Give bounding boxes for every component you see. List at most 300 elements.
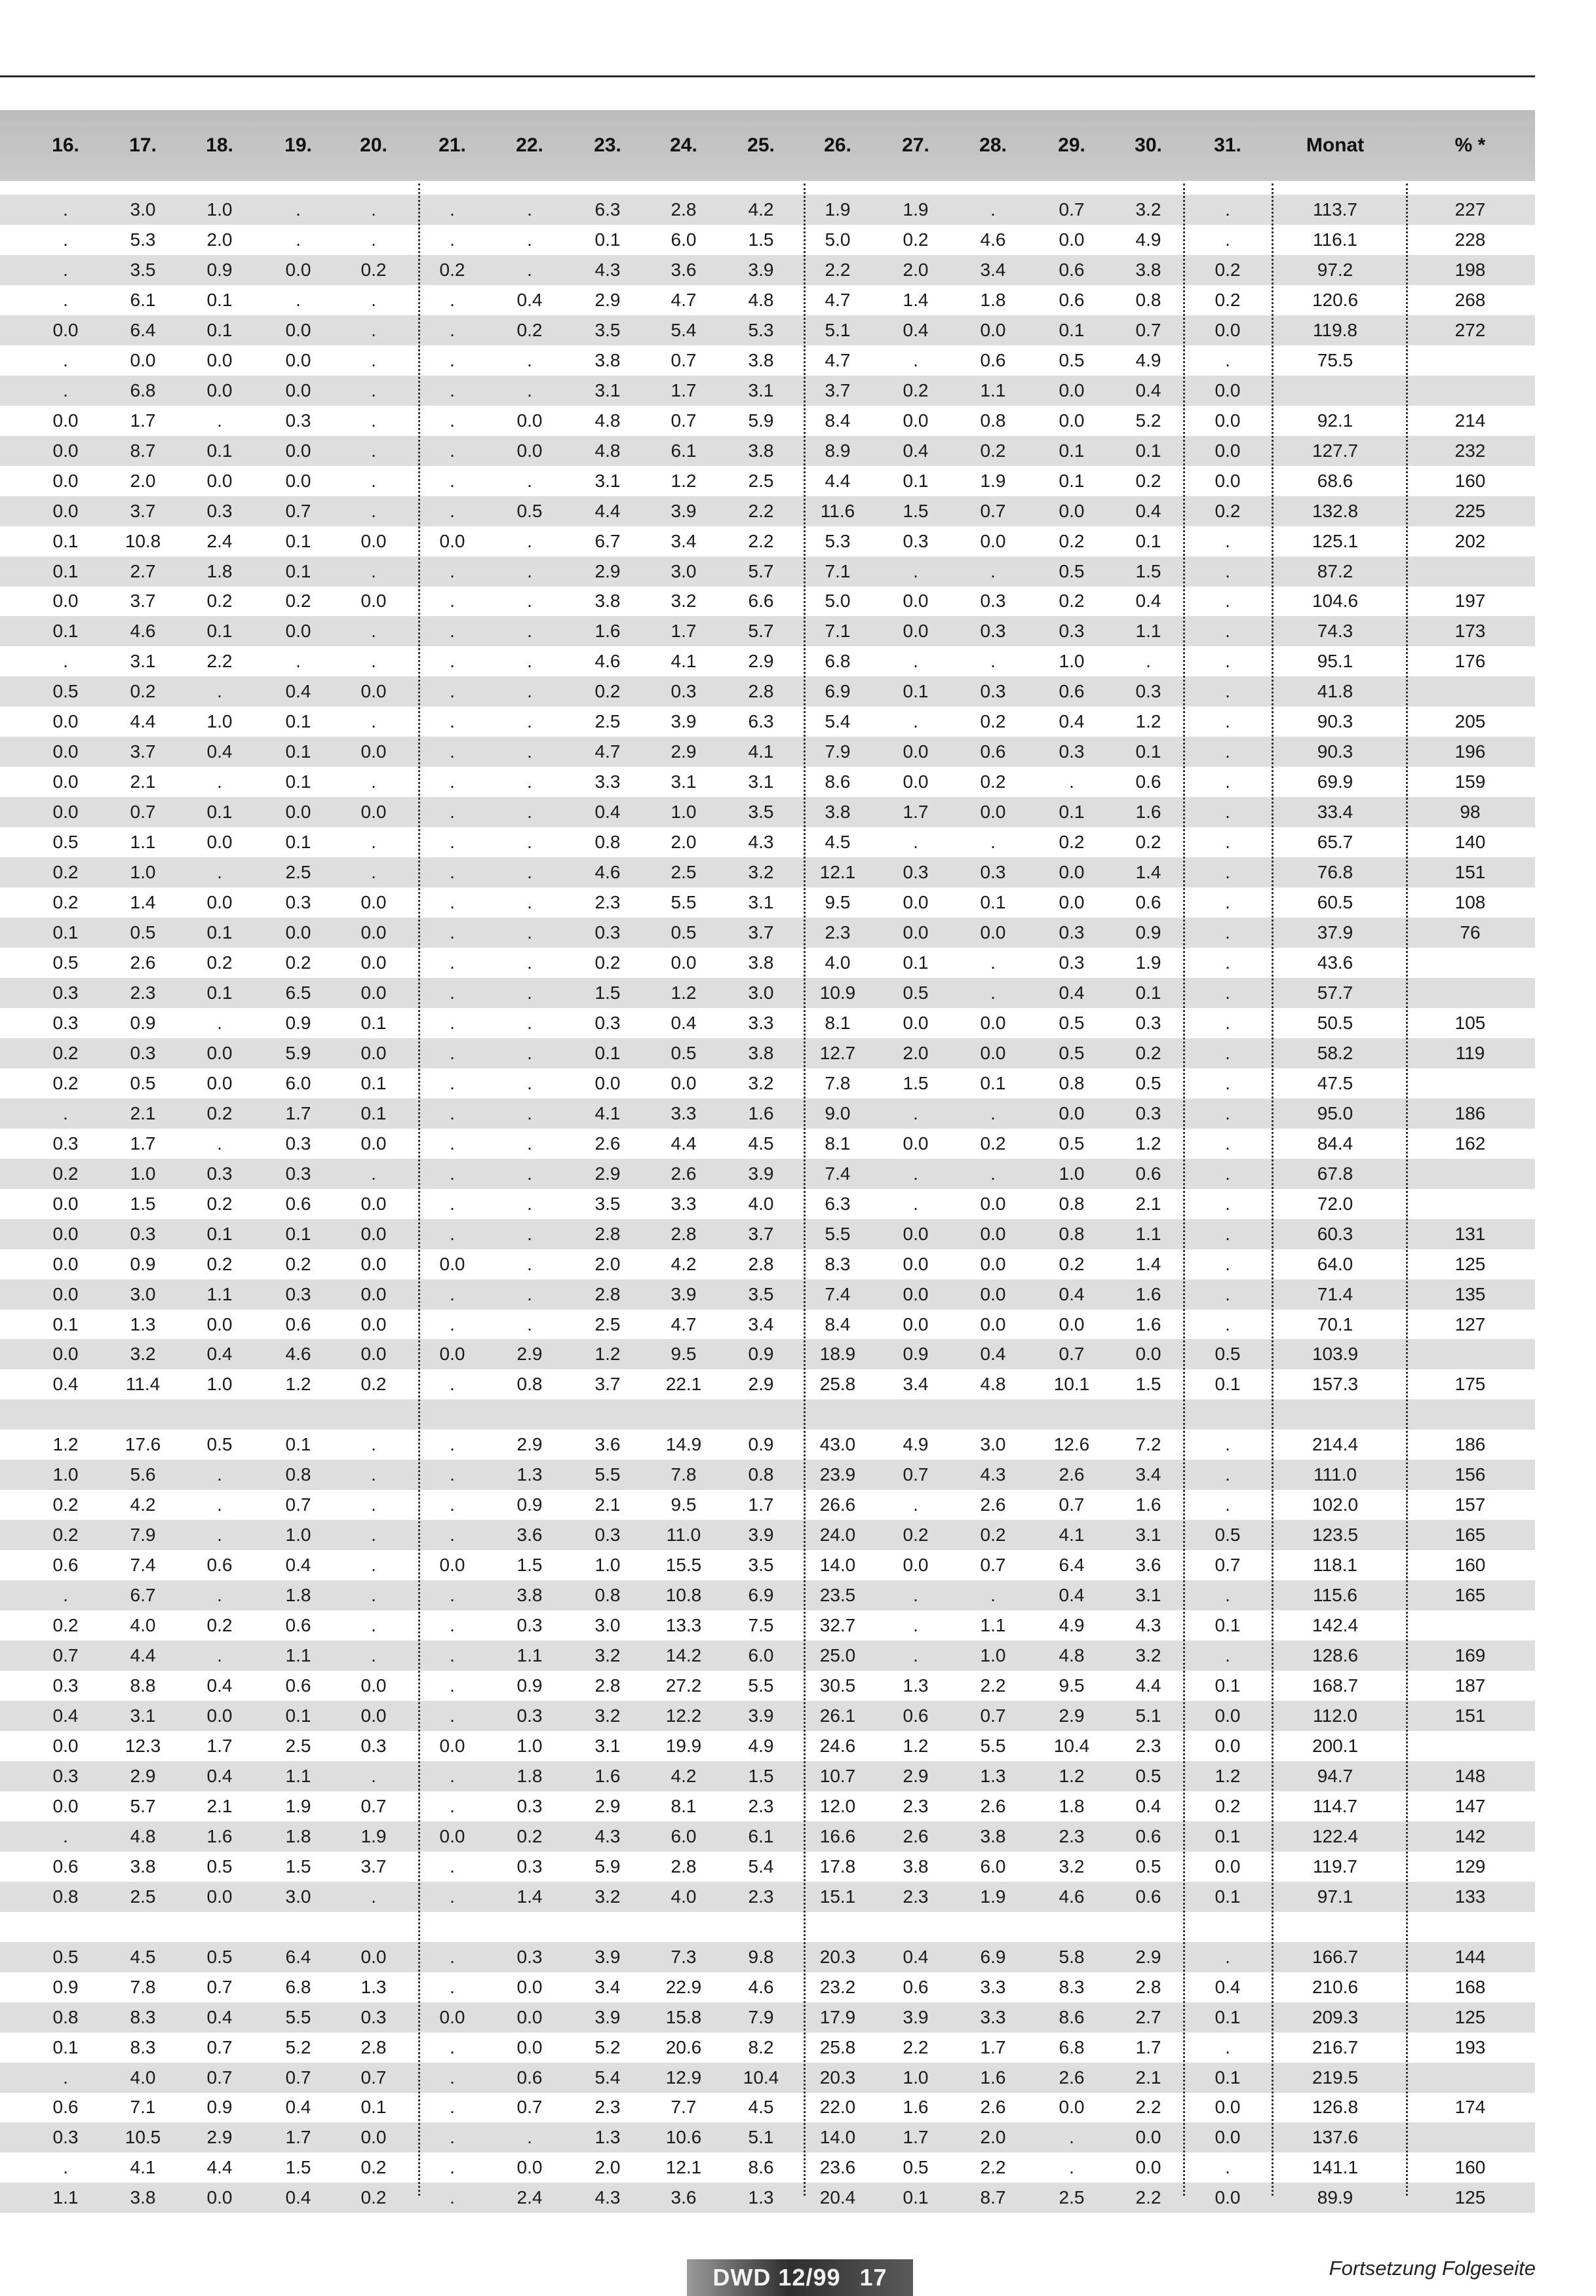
- table-cell: 0.4: [671, 1012, 697, 1033]
- table-cell: 0.2: [130, 681, 156, 702]
- table-cell: .: [450, 862, 455, 883]
- table-cell: 23.9: [819, 1464, 856, 1485]
- table-row: [0, 2002, 1535, 2033]
- table-cell: .: [527, 922, 532, 943]
- table-cell: .: [450, 1434, 455, 1455]
- table-cell: 2.0: [903, 1042, 929, 1063]
- table-cell: 0.5: [1135, 1856, 1161, 1877]
- table-cell: 89.9: [1317, 2187, 1353, 2208]
- table-cell: .: [450, 1012, 455, 1033]
- table-cell: .: [371, 1525, 376, 1546]
- table-cell: 176: [1454, 651, 1486, 672]
- table-cell: 17.8: [819, 1856, 856, 1877]
- table-row: [0, 1279, 1535, 1310]
- table-cell: .: [527, 1253, 532, 1274]
- table-cell: 0.3: [130, 1223, 156, 1244]
- table-cell: 2.8: [360, 2036, 387, 2057]
- table-cell: 10.1: [1053, 1374, 1090, 1395]
- table-cell: 0.2: [980, 771, 1006, 792]
- table-cell: 0.4: [1059, 1585, 1085, 1606]
- table-cell: .: [217, 1494, 222, 1515]
- table-cell: 0.9: [903, 1344, 929, 1365]
- table-cell: 0.0: [52, 1253, 79, 1274]
- table-cell: 2.8: [594, 1223, 621, 1244]
- table-cell: 3.2: [748, 1072, 774, 1093]
- table-cell: 32.7: [819, 1615, 856, 1636]
- column-divider: [418, 184, 420, 2196]
- table-cell: 4.6: [748, 1976, 774, 1997]
- table-cell: .: [1225, 2036, 1230, 2057]
- table-cell: 0.6: [516, 2067, 543, 2088]
- table-cell: 95.1: [1317, 651, 1353, 672]
- table-cell: 3.1: [130, 651, 156, 672]
- continuation-note: Fortsetzung Folgeseite: [1329, 2257, 1536, 2280]
- table-cell: 2.6: [980, 1494, 1006, 1515]
- table-cell: 147: [1454, 1795, 1486, 1816]
- table-cell: .: [527, 1283, 532, 1304]
- table-cell: 10.6: [665, 2127, 702, 2148]
- table-cell: .: [527, 681, 532, 702]
- table-cell: 3.9: [671, 1283, 697, 1304]
- table-cell: 7.4: [130, 1555, 156, 1576]
- table-cell: 4.5: [825, 832, 851, 853]
- table-cell: 1.1: [130, 832, 156, 853]
- table-cell: 1.0: [130, 1163, 156, 1184]
- table-cell: .: [1225, 741, 1230, 762]
- table-cell: 23.2: [819, 1976, 856, 1997]
- table-cell: 120.6: [1312, 289, 1359, 310]
- table-row: [0, 1219, 1535, 1249]
- table-cell: .: [1225, 591, 1230, 612]
- table-cell: .: [450, 2097, 455, 2118]
- table-cell: 1.0: [903, 2067, 929, 2088]
- table-cell: 2.2: [748, 500, 774, 521]
- table-cell: 1.2: [671, 470, 697, 491]
- table-cell: 4.8: [748, 289, 774, 310]
- column-header: 20.: [360, 134, 387, 156]
- table-cell: 10.8: [125, 530, 161, 551]
- table-cell: 8.6: [1059, 2006, 1085, 2027]
- table-cell: 0.2: [206, 1102, 233, 1123]
- table-cell: 3.4: [903, 1374, 929, 1395]
- table-cell: [29, 1399, 102, 1430]
- table-row: [0, 2183, 1535, 2213]
- table-cell: .: [450, 1163, 455, 1184]
- table-cell: 0.0: [360, 530, 387, 551]
- table-cell: [1421, 1068, 1519, 1099]
- table-cell: 1.2: [52, 1434, 79, 1455]
- table-cell: 1.8: [980, 289, 1006, 310]
- table-cell: 137.6: [1312, 2127, 1359, 2148]
- table-cell: 4.2: [671, 1765, 697, 1786]
- table-cell: 1.8: [206, 560, 233, 581]
- table-cell: 128.6: [1312, 1645, 1359, 1666]
- table-cell: 3.7: [130, 500, 156, 521]
- table-cell: 0.4: [206, 1765, 233, 1786]
- table-cell: 6.9: [825, 681, 851, 702]
- table-cell: 0.6: [1059, 289, 1085, 310]
- table-cell: 2.9: [671, 741, 697, 762]
- table-cell: .: [527, 591, 532, 612]
- table-cell: 4.0: [671, 1886, 697, 1907]
- table-cell: 1.7: [671, 621, 697, 642]
- table-cell: 0.0: [980, 1283, 1006, 1304]
- table-cell: 3.3: [671, 1193, 697, 1214]
- table-cell: 16.6: [819, 1825, 856, 1846]
- table-cell: 2.3: [594, 2097, 621, 2118]
- table-cell: 0.9: [130, 1012, 156, 1033]
- table-cell: 6.4: [285, 1946, 311, 1967]
- table-cell: 2.9: [594, 560, 621, 581]
- table-cell: [494, 1912, 566, 1942]
- table-cell: 0.9: [130, 1253, 156, 1274]
- table-cell: 3.8: [748, 1042, 774, 1063]
- table-cell: 5.3: [748, 319, 774, 340]
- table-cell: 2.7: [130, 560, 156, 581]
- table-row: [0, 1761, 1535, 1791]
- table-cell: 0.3: [285, 1283, 311, 1304]
- table-cell: .: [450, 1886, 455, 1907]
- table-cell: 60.5: [1317, 892, 1353, 913]
- table-cell: 115.6: [1313, 1585, 1357, 1606]
- table-row: [0, 797, 1535, 827]
- table-cell: 5.5: [594, 1464, 621, 1485]
- table-cell: 1.3: [903, 1675, 929, 1696]
- table-cell: 2.9: [130, 1765, 156, 1786]
- table-cell: 1.6: [594, 1765, 621, 1786]
- table-cell: 272: [1454, 319, 1486, 340]
- table-cell: 3.4: [980, 259, 1006, 280]
- table-cell: 0.3: [594, 922, 621, 943]
- table-cell: 0.2: [1215, 259, 1241, 280]
- column-header: 18.: [206, 134, 233, 156]
- table-cell: .: [1225, 1313, 1230, 1334]
- table-cell: 20.6: [665, 2036, 702, 2057]
- table-cell: 1.5: [1135, 1374, 1161, 1395]
- table-cell: 4.7: [825, 349, 851, 370]
- table-row: [0, 1580, 1535, 1610]
- table-cell: 4.1: [748, 741, 774, 762]
- table-cell: 0.1: [1215, 1675, 1241, 1696]
- table-cell: 2.6: [671, 1163, 697, 1184]
- table-cell: 0.1: [980, 1072, 1006, 1093]
- table-cell: .: [1225, 982, 1230, 1003]
- table-cell: 0.0: [903, 1223, 929, 1244]
- table-row: [0, 1310, 1535, 1340]
- table-cell: 5.5: [671, 892, 697, 913]
- table-cell: 0.0: [903, 591, 929, 612]
- table-cell: 0.0: [360, 1042, 387, 1063]
- table-cell: 1.0: [206, 199, 233, 220]
- table-cell: .: [217, 410, 222, 431]
- table-cell: .: [371, 1645, 376, 1666]
- table-cell: 2.8: [594, 1283, 621, 1304]
- table-cell: 2.5: [594, 1313, 621, 1334]
- table-cell: 98: [1460, 802, 1481, 823]
- table-cell: 0.2: [1215, 289, 1241, 310]
- table-cell: .: [63, 651, 68, 672]
- table-row: [0, 918, 1535, 948]
- table-cell: .: [527, 560, 532, 581]
- table-cell: 6.4: [1059, 1555, 1085, 1576]
- table-cell: .: [450, 771, 455, 792]
- table-cell: 0.8: [52, 2006, 79, 2027]
- table-cell: 8.3: [825, 1253, 851, 1274]
- table-row: [0, 1882, 1535, 1912]
- table-cell: 1.6: [748, 1102, 774, 1123]
- table-cell: 0.0: [360, 2127, 387, 2148]
- table-cell: 0.8: [980, 410, 1006, 431]
- table-cell: 0.7: [360, 2067, 387, 2088]
- table-cell: 0.6: [903, 1705, 929, 1726]
- table-cell: 3.8: [130, 1856, 156, 1877]
- table-cell: .: [913, 1645, 918, 1666]
- table-cell: 0.2: [52, 1494, 79, 1515]
- table-cell: 5.6: [130, 1464, 156, 1485]
- table-row: [0, 2092, 1535, 2122]
- table-cell: 8.1: [671, 1795, 697, 1816]
- table-cell: 22.9: [665, 1976, 702, 1997]
- table-cell: 169: [1454, 1645, 1486, 1666]
- table-cell: .: [63, 349, 68, 370]
- table-cell: 0.6: [52, 2097, 79, 2118]
- column-header: 27.: [902, 134, 929, 156]
- table-cell: 0.8: [285, 1464, 311, 1485]
- table-cell: 0.2: [1215, 500, 1241, 521]
- table-cell: 2.0: [980, 2127, 1006, 2148]
- table-cell: 3.1: [748, 771, 774, 792]
- table-cell: 1.1: [516, 1645, 543, 1666]
- table-cell: 0.5: [1135, 1072, 1161, 1093]
- table-cell: 0.0: [52, 711, 79, 732]
- table-cell: 3.6: [1135, 1555, 1161, 1576]
- table-cell: 0.0: [903, 1283, 929, 1304]
- table-cell: 2.9: [1135, 1946, 1161, 1967]
- table-cell: .: [527, 621, 532, 642]
- table-row: [0, 496, 1535, 526]
- table-cell: 0.0: [52, 440, 79, 461]
- table-cell: 0.0: [903, 922, 929, 943]
- table-cell: 3.9: [594, 1946, 621, 1967]
- table-cell: 0.6: [1059, 259, 1085, 280]
- table-cell: 0.1: [360, 1102, 387, 1123]
- table-cell: 4.3: [594, 259, 621, 280]
- table-cell: 0.0: [360, 1313, 387, 1334]
- table-cell: 7.8: [671, 1464, 697, 1485]
- table-cell: .: [450, 560, 455, 581]
- table-cell: 0.0: [1215, 379, 1241, 400]
- table-cell: .: [63, 289, 68, 310]
- table-cell: 0.0: [671, 1072, 697, 1093]
- table-cell: 1.4: [1135, 862, 1161, 883]
- table-cell: 0.6: [1059, 681, 1085, 702]
- table-cell: 1.0: [980, 1645, 1006, 1666]
- table-cell: 10.8: [665, 1585, 702, 1606]
- table-cell: 8.6: [825, 771, 851, 792]
- table-cell: .: [527, 1042, 532, 1063]
- table-cell: 3.9: [748, 1705, 774, 1726]
- table-cell: 1.6: [1135, 1313, 1161, 1334]
- table-cell: 0.4: [1215, 1976, 1241, 1997]
- table-cell: 0.1: [1215, 1374, 1241, 1395]
- table-cell: 0.4: [1135, 379, 1161, 400]
- table-cell: [1421, 1610, 1519, 1641]
- table-cell: 3.8: [903, 1856, 929, 1877]
- table-cell: 168.7: [1312, 1675, 1359, 1696]
- table-cell: 0.0: [1135, 2127, 1161, 2148]
- table-row: [0, 1852, 1535, 1882]
- table-cell: 2.3: [594, 892, 621, 913]
- table-cell: 0.0: [52, 741, 79, 762]
- table-cell: 3.1: [1135, 1585, 1161, 1606]
- table-cell: .: [1225, 1585, 1230, 1606]
- table-cell: 0.1: [206, 802, 233, 823]
- column-header: 17.: [129, 134, 157, 156]
- table-cell: 11.0: [666, 1525, 701, 1546]
- table-cell: 1.5: [748, 229, 774, 250]
- footer-badge: [687, 2259, 913, 2296]
- table-cell: .: [913, 560, 918, 581]
- table-cell: 0.6: [1135, 771, 1161, 792]
- table-row: [0, 586, 1535, 616]
- table-cell: 0.0: [903, 771, 929, 792]
- table-cell: 0.6: [980, 349, 1006, 370]
- column-header: 22.: [516, 134, 543, 156]
- table-cell: 12.6: [1053, 1434, 1090, 1455]
- column-divider: [804, 184, 806, 2196]
- table-cell: 0.0: [52, 319, 79, 340]
- table-cell: 4.6: [285, 1344, 311, 1365]
- table-cell: 1.9: [825, 199, 851, 220]
- table-cell: .: [371, 199, 376, 220]
- table-cell: 116.1: [1313, 229, 1357, 250]
- table-cell: .: [1225, 1494, 1230, 1515]
- table-cell: 0.2: [206, 1193, 233, 1214]
- table-cell: .: [63, 199, 68, 220]
- table-cell: 0.9: [748, 1344, 774, 1365]
- table-cell: .: [990, 832, 996, 853]
- table-cell: .: [450, 1585, 455, 1606]
- table-cell: 5.9: [748, 410, 774, 431]
- table-cell: 6.3: [748, 711, 774, 732]
- table-cell: 0.0: [360, 1675, 387, 1696]
- table-cell: .: [217, 1012, 222, 1033]
- table-cell: 10.4: [1053, 1735, 1090, 1756]
- table-cell: 2.1: [130, 1102, 156, 1123]
- table-cell: 6.7: [130, 1585, 156, 1606]
- table-cell: 0.3: [52, 982, 79, 1003]
- table-cell: .: [1225, 832, 1230, 853]
- table-cell: .: [1225, 952, 1230, 973]
- table-cell: 8.7: [130, 440, 156, 461]
- table-cell: 3.8: [748, 440, 774, 461]
- table-cell: .: [371, 319, 376, 340]
- column-header: 25.: [747, 134, 775, 156]
- table-cell: [572, 1912, 644, 1942]
- table-cell: 2.8: [671, 1856, 697, 1877]
- table-cell: 0.3: [980, 621, 1006, 642]
- table-cell: .: [1225, 1102, 1230, 1123]
- table-row: [0, 556, 1535, 587]
- table-cell: .: [527, 530, 532, 551]
- table-cell: 214: [1454, 410, 1486, 431]
- table-row: [0, 1550, 1535, 1580]
- table-cell: .: [217, 681, 222, 702]
- table-cell: 119.8: [1313, 319, 1357, 340]
- table-cell: 1.6: [1135, 802, 1161, 823]
- table-cell: 8.3: [130, 2006, 156, 2027]
- table-cell: 228: [1454, 229, 1486, 250]
- table-cell: 6.0: [285, 1072, 311, 1093]
- table-cell: 1.1: [206, 1283, 233, 1304]
- table-cell: 0.1: [285, 1223, 311, 1244]
- table-cell: 0.5: [52, 681, 79, 702]
- table-cell: .: [527, 1313, 532, 1334]
- table-cell: 0.7: [285, 1494, 311, 1515]
- table-cell: 0.0: [285, 922, 311, 943]
- table-cell: 0.0: [360, 892, 387, 913]
- table-cell: 1.8: [1059, 1795, 1085, 1816]
- table-cell: 202: [1454, 530, 1486, 551]
- table-cell: 0.0: [52, 1795, 79, 1816]
- table-cell: .: [527, 229, 532, 250]
- table-cell: .: [450, 2127, 455, 2148]
- table-cell: 0.4: [206, 1344, 233, 1365]
- table-cell: 4.7: [671, 1313, 697, 1334]
- table-cell: 2.5: [130, 1886, 156, 1907]
- table-cell: .: [296, 651, 301, 672]
- table-cell: 3.7: [130, 741, 156, 762]
- table-cell: .: [1225, 199, 1230, 220]
- table-cell: 12.0: [819, 1795, 856, 1816]
- table-cell: 0.1: [1215, 1886, 1241, 1907]
- table-cell: 1.5: [130, 1193, 156, 1214]
- table-cell: .: [371, 1886, 376, 1907]
- table-cell: 95.0: [1317, 1102, 1353, 1123]
- table-cell: 1.4: [1135, 1253, 1161, 1274]
- table-cell: 0.1: [206, 922, 233, 943]
- table-cell: .: [450, 2036, 455, 2057]
- table-cell: 108: [1454, 892, 1486, 913]
- table-cell: 0.0: [360, 952, 387, 973]
- table-cell: .: [1225, 1464, 1230, 1485]
- table-cell: 5.4: [594, 2067, 621, 2088]
- table-cell: .: [527, 711, 532, 732]
- table-cell: .: [217, 771, 222, 792]
- table-cell: 0.1: [52, 2036, 79, 2057]
- table-row: [0, 1339, 1535, 1369]
- table-row: [0, 195, 1535, 225]
- table-cell: 0.2: [903, 1525, 929, 1546]
- table-cell: 9.5: [825, 892, 851, 913]
- table-cell: .: [63, 1585, 68, 1606]
- table-cell: 5.5: [285, 2006, 311, 2027]
- column-header: 30.: [1135, 134, 1162, 156]
- table-cell: 4.6: [1059, 1886, 1085, 1907]
- table-cell: 5.7: [748, 621, 774, 642]
- table-cell: 5.5: [825, 1223, 851, 1244]
- table-cell: 0.1: [52, 1313, 79, 1334]
- table-cell: 0.2: [52, 1163, 79, 1184]
- table-cell: 0.2: [594, 681, 621, 702]
- table-cell: 0.0: [285, 319, 311, 340]
- table-cell: 0.3: [1059, 621, 1085, 642]
- table-cell: 0.3: [1135, 681, 1161, 702]
- table-cell: 0.2: [206, 952, 233, 973]
- table-cell: .: [527, 1012, 532, 1033]
- table-cell: 9.8: [748, 1946, 774, 1967]
- table-cell: 2.5: [671, 862, 697, 883]
